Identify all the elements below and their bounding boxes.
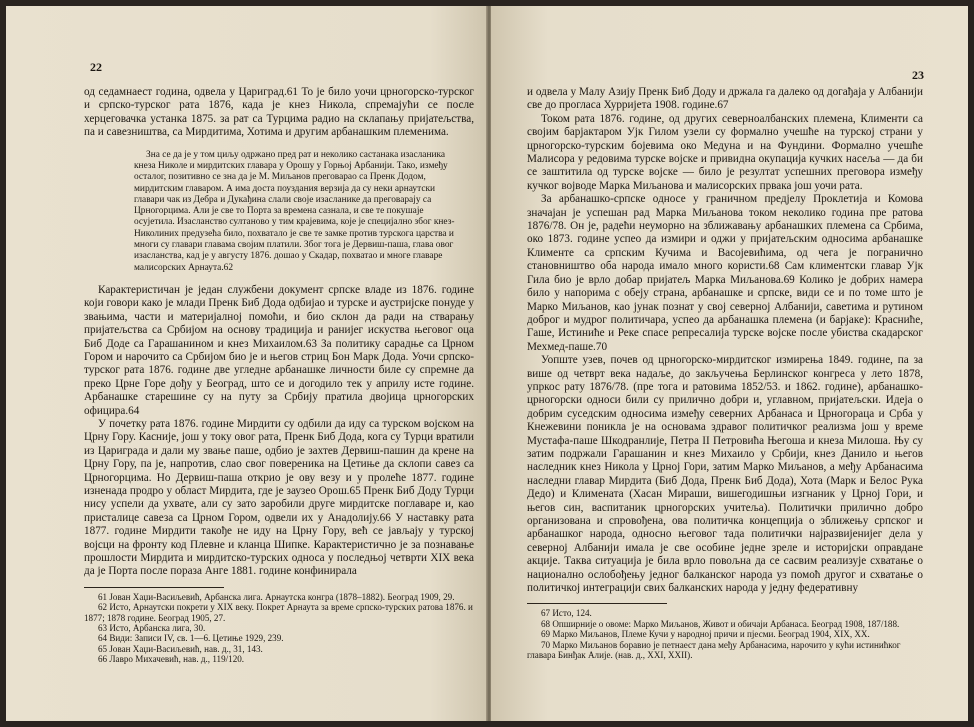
page-number: 23 xyxy=(912,68,924,82)
footnote-divider xyxy=(527,603,667,604)
paragraph: од седамнаест година, одвела у Цариград.61 То је било уочи црногорско-турског и српско-турског рата 1876, када је кнез Никола, спремајући се после херцеговачка устанка 1875. за рат са Турцима радио на склапању пријатељства, па и савезништва, са Мирдитима, Хотима и другим арбанашким племенима. xyxy=(84,86,474,139)
right-page xyxy=(491,6,968,721)
paragraph: Током рата 1876. године, од других северноалбанских племена, Клименти са својим барјактаром Ујк Гилом узели су формално учешће на турској страни у црногорско-турским бојевима око Медуна и на Фундини. Формално учешће Малисора у редовима турске војске и привидна окупација кучких насеља — да би се заштитила од турске војске — било је резултат успешних преговора између кучког војводе Марка Миљанова и малисорских првака још уочи рата. xyxy=(527,112,923,192)
footnote: 66 Лаврo Михачевић, нав. д., 119/120. xyxy=(98,654,245,665)
right-page-content xyxy=(527,86,923,660)
block-quote: Зна се да је у том циљу одржано пред рат и неколико састанака изасланика кнеза Николе и мирдитских главара у Орошу у Горњој Арбанији. Тако, између осталог, позитивно се зна да је М. Миљанов преговарао са Пренк Додом, мирдитским главаром. А има доста поуздания верзија да су неки арнаутски главари чак из Дебра и Дукађина слали своје изасланике да преговарају са Црногорцима. Али је све то Порта за времена сазнала, и све те покушаје осујетила. Изасланство султаново у тим крајевима, које је специјално због кнез-Николиних предузећа било, похватало је све те замке против турскога царства и многи су главари главама својим платили. Због тога је Дервиш-паша, глава овог изасланства, кад је у августу 1876. дошао у Скадар, похватао и многе главаре малисорских Арнаута.62 xyxy=(134,149,455,273)
footnote: 63 Исто, Арбанска лига, 30. xyxy=(98,623,206,634)
page-number: 22 xyxy=(90,60,102,74)
left-page-content xyxy=(84,86,474,665)
footnote: 70 Марко Миљанов боравио је петнаест дана међу Арбанасима, нарочито у кући истинићког главара Бинђак Алије. (нав. д., XXI, XXII). xyxy=(527,639,901,661)
footnote: 64 Види: Записи IV, св. 1—6. Цетиње 1929, 239. xyxy=(98,633,284,644)
footnote: 67 Исто, 124. xyxy=(541,608,592,619)
footnote: 69 Марко Миљанов, Племе Кучи у народној причи и пјесми. Београд 1904, XIX, XX. xyxy=(541,629,870,640)
paragraph: Карактеристичан је један службени документ српске владе из 1876. године који говори како је млади Пренк Биб Дода одбијао и турске и аустријске понуде у звањима, части и материјалној помоћи, и био склон да ради на стварању пријатељства са Србијом на основу традиција и ранијег искуства његовог оца Биб Доде са Гарашанином и кнез Михаилом.63 За политику сарадње са Црном Гором и нарочито са Србијом био је и његов стриц Бон Марк Дода. Уочи српско-турског рата 1876. године две угледне арбанашке личности биле су спремне да преко Црне Горе дођу у Београд, што се и догодило тек у априлу исте године. Арбанашке старешине су на путу за Србију пратила двојица црногорских официра.64 xyxy=(84,283,474,417)
paragraph: Уопште узев, почев од црногорско-мирдитског измирења 1849. године, па за више од четврт века надаље, до закључења Берлинског конгреса у лето 1878, упркос рату 1876/78. (пре тога и ратовима 1852/53. и 1862. године), арбанашко-црногорски односи били су прилично добри и, углавном, пријатељски. Идеја о добрим суседским односима између северних Арбанаса и Црногораца и Срба у Кнежевини поникла је на основама здравог политичког реализма још у време Мустафа-паше Шкодранлије, Петра II Петровића Његоша и кнеза Милоша. Њу су затим подржали Гарашанин и кнез Михаило у Србији, кнез Данило и његов наследник кнез Никола у Црној Гори, затим Марко Миљанов, а међу Арбанасима наследни главар Мирдита (Биб Дода, Пренк Биб Дода), Хота (Марк и Белос Рука Дедо) и Климената (Хасан Мираши, вишегодишњи изгнаник у Црној Гори, и његов син, васпитаник црногорских учитеља). Политички прилично добро организована и спровођена, ова политичка концепција о зближењу српског и арбанашког народа, односно његовог тада политички најразвијенијег дела у северној Албанији имала је све особине једне зреле и историјски оправдане акције. Таква ситуација је била врло повољна да се сасвим реализује схватање о национално ослобођењу једног балканског народа уз помоћ другог и схватање о политичкој интеграцији свих балканских народа у једну федеративну xyxy=(527,354,923,595)
paragraph: За арбанашко-српске односе у граничном предјелу Проклетија и Комова значајан је успешан рад Марка Миљанова током неколико година пре ратова 1876/78. Он је, радећи неуморно на зближавању арбанашких племена са Србима, око 1873. године успео да измири и оджи у пријатељским односима арбанашке Клименте са српским Кучима и Васојевићима, од чега је погранично становништво оба народа имало много користи.68 Сам климентски главар Ујк Гила био је врло добар пријатељ Марка Миљанова.69 Колико је добрих намера било у напорима с обеју страна, арбанашке и српске, види се и по томе што је Марко Миљанов, као јунак познат у свој северној Албанији, саветима и рутином доброг и мудрог политичара, успео да арбанашка племена (и барјаке): Красниће, Гаше, Истиниће и Реке спасе репресалија турске војске после убиства скадарског Мехмед-паше.70 xyxy=(527,193,923,353)
paragraph: и одвела у Малу Азију Пренк Биб Доду и држала га далеко од догађаја у Албанији све до прогласа Хурријета 1908. године.67 xyxy=(527,86,923,112)
left-page xyxy=(6,6,487,721)
footnote: 61 Јован Хаџи-Васиљевић, Арбанска лига. Арнаутска конгра (1878–1882). Београд 1909, 29. xyxy=(98,591,455,602)
footnote: 68 Опширније о овоме: Марко Миљанов, Живот и обичаји Арбанаса. Београд 1908, 187/188. xyxy=(541,618,900,629)
paragraph: У почетку рата 1876. године Мирдити су одбили да иду са турском војском на Црну Гору. Касније, још у току овог рата, Пренк Биб Дода, кога су Турци вратили из Цариграда и дали му звање паше, одбио је захтев Дервиш-пашин да крене на Црну Гору, па је, напротив, слао свог повереника на Цетиње да склопи савез са Црногорцима. Но Дервиш-паша открио је ову везу и у пролеће 1877. године изненада продро у област Мирдита, где је заузео Орош.65 Пренк Биб Доду Турци нису успели да ухвате, али су зато заробили друге мирдитске поглаваре и, као присталице савеза са Црном Гором, одвели их у Анадолију.66 У наставку рата 1877. године Мирдити такође не иду на Црну Гору, већ се јављају у турској војсци на фронту код Плевне и кланца Шипке. Карактеристично је за познавање прошлости Мирдита и мирдитско-турских односа у последњој четврти XIX века да је Порта после пораза Анге 1881. године конфинирала xyxy=(84,417,474,578)
footnote: 62 Исто, Арнаутски покрети у XIX веку. Покрет Арнаута за време српско-турских ратова 1876. и 1877; 1878 године. Београд 1905, 27. xyxy=(84,602,473,623)
footnote-divider xyxy=(84,587,224,588)
footnote: 65 Јован Хаџи-Васиљевић, нав. д., 31, 143. xyxy=(98,643,263,654)
